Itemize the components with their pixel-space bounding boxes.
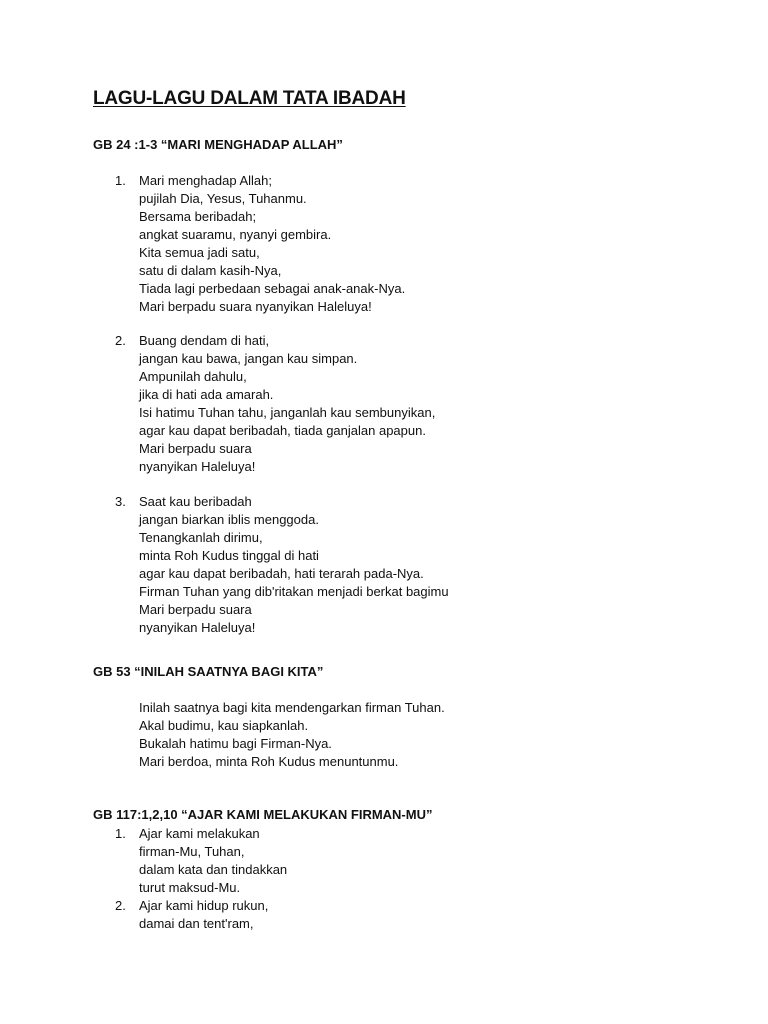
lyric-line: Ajar kami hidup rukun, — [139, 898, 269, 913]
verse-number: 2. — [115, 333, 126, 348]
lyric-line: satu di dalam kasih-Nya, — [139, 263, 282, 278]
lyric-line: Akal budimu, kau siapkanlah. — [139, 718, 309, 733]
lyric-line: angkat suaramu, nyanyi gembira. — [139, 227, 332, 242]
lyric-line: Bukalah hatimu bagi Firman-Nya. — [139, 736, 332, 751]
lyric-line: Mari berpadu suara — [139, 441, 252, 456]
lyric-line: Mari berpadu suara nyanyikan Haleluya! — [139, 299, 372, 314]
song-heading-gb53: GB 53 “INILAH SAATNYA BAGI KITA” — [93, 664, 324, 679]
lyric-line: Tenangkanlah dirimu, — [139, 530, 263, 545]
lyric-line: firman-Mu, Tuhan, — [139, 844, 245, 859]
lyric-line: Inilah saatnya bagi kita mendengarkan firman Tuhan. — [139, 700, 445, 715]
lyric-line: agar kau dapat beribadah, tiada ganjalan apapun. — [139, 423, 426, 438]
lyric-line: minta Roh Kudus tinggal di hati — [139, 548, 319, 563]
lyric-line: damai dan tent'ram, — [139, 916, 254, 931]
lyric-line: Saat kau beribadah — [139, 494, 252, 509]
verse-number: 3. — [115, 494, 126, 509]
verse-number: 1. — [115, 826, 126, 841]
lyric-line: Bersama beribadah; — [139, 209, 257, 224]
lyric-line: Mari menghadap Allah; — [139, 173, 272, 188]
song-heading-gb117: GB 117:1,2,10 “AJAR KAMI MELAKUKAN FIRMAN-MU” — [93, 807, 433, 822]
lyric-line: jangan kau bawa, jangan kau simpan. — [139, 351, 358, 366]
lyric-line: jika di hati ada amarah. — [139, 387, 274, 402]
document-title: LAGU-LAGU DALAM TATA IBADAH — [93, 88, 406, 109]
lyric-line: jangan biarkan iblis menggoda. — [139, 512, 319, 527]
lyric-line: Ajar kami melakukan — [139, 826, 260, 841]
lyric-line: Firman Tuhan yang dib'ritakan menjadi berkat bagimu — [139, 584, 449, 599]
song-heading-gb24: GB 24 :1-3 “MARI MENGHADAP ALLAH” — [93, 137, 343, 152]
lyric-line: Ampunilah dahulu, — [139, 369, 247, 384]
lyric-line: nyanyikan Haleluya! — [139, 620, 256, 635]
lyric-line: Tiada lagi perbedaan sebagai anak-anak-Nya. — [139, 281, 406, 296]
verse-number: 2. — [115, 898, 126, 913]
verse-number: 1. — [115, 173, 126, 188]
lyric-line: agar kau dapat beribadah, hati terarah pada-Nya. — [139, 566, 424, 581]
lyric-line: dalam kata dan tindakkan — [139, 862, 288, 877]
lyric-line: turut maksud-Mu. — [139, 880, 241, 895]
lyric-line: nyanyikan Haleluya! — [139, 459, 256, 474]
lyric-line: Mari berdoa, minta Roh Kudus menuntunmu. — [139, 754, 399, 769]
lyric-line: Kita semua jadi satu, — [139, 245, 260, 260]
lyric-line: Buang dendam di hati, — [139, 333, 270, 348]
lyric-line: pujilah Dia, Yesus, Tuhanmu. — [139, 191, 307, 206]
lyric-line: Mari berpadu suara — [139, 602, 252, 617]
lyric-line: Isi hatimu Tuhan tahu, janganlah kau sembunyikan, — [139, 405, 436, 420]
